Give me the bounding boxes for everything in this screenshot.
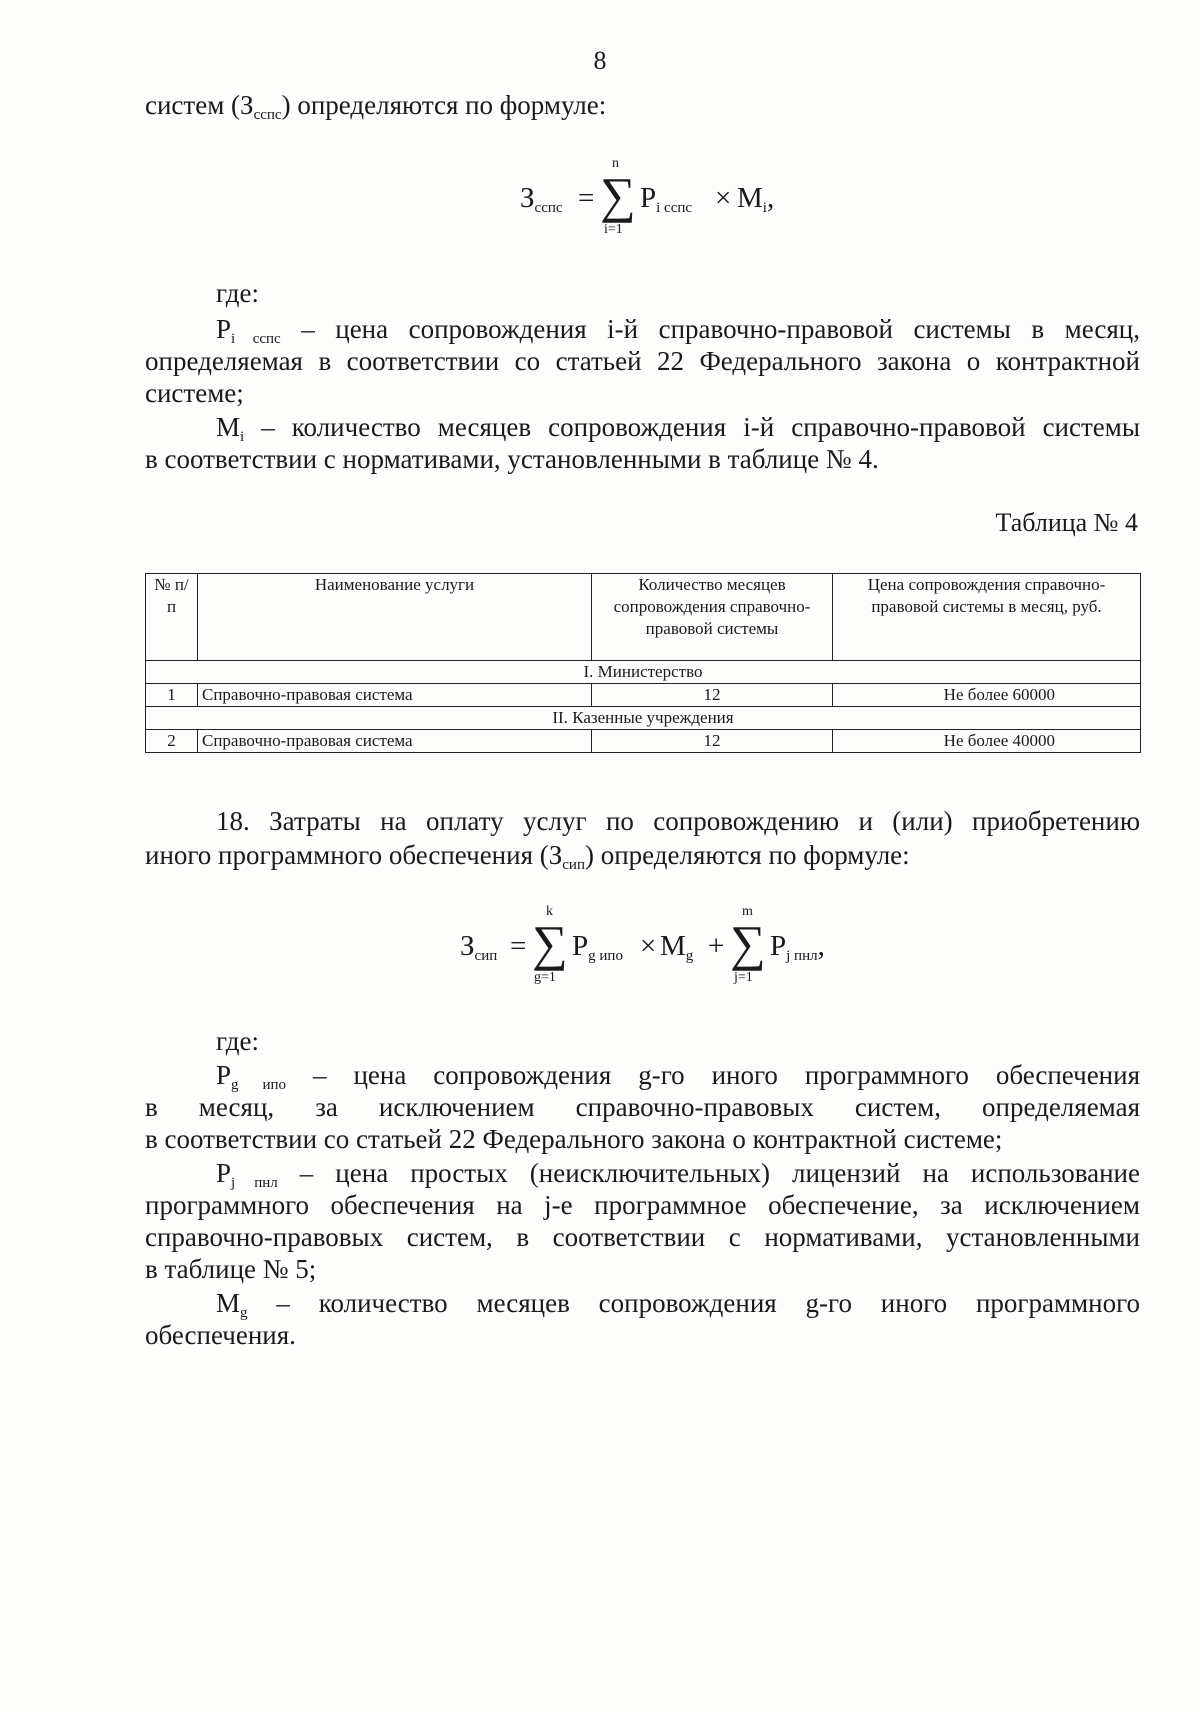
def4-line2: программного обеспечения на j-е программное обеспечение, за исключением: [145, 1190, 1140, 1220]
table-4: [145, 573, 1141, 753]
def1-line1: $P_{i сспс}$ – цена сопровождения i-й справочно-правовой системы в месяц,: [216, 314, 1140, 347]
formula2-p1: $P_{g ипо}$: [572, 930, 623, 964]
header-name: Наименование услуги: [198, 574, 592, 661]
table-row: [146, 684, 1141, 707]
def3-line1: $P_{g ипо}$ – цена сопровождения g-го иного программного обеспечения: [216, 1060, 1140, 1093]
row1-num: 1: [146, 684, 198, 707]
def5-line2: обеспечения.: [145, 1320, 296, 1350]
where-label-1: где:: [216, 278, 259, 308]
formula1-sigma: ∑: [600, 167, 636, 223]
header-price: Цена сопровождения справочно-правовой системы в месяц, руб.: [833, 574, 1141, 661]
row1-price: Не более 60000: [833, 684, 1141, 707]
table-caption: Таблица № 4: [995, 508, 1138, 537]
intro-sub: сспс: [253, 107, 282, 123]
def2-line1: $M_i$ – количество месяцев сопровождения i-й справочно-правовой системы: [216, 412, 1140, 445]
row2-name: Справочно-правовая система: [198, 730, 592, 753]
def2-line2: в соответствии с нормативами, установленными в таблице № 4.: [145, 444, 879, 474]
header-num: № п/п: [146, 574, 198, 661]
def4-line4: в таблице № 5;: [145, 1254, 317, 1284]
def5-line1: $M_g$ – количество месяцев сопровождения g-го иного программного: [216, 1288, 1140, 1321]
formula1-lhs: $З_{сспс}$: [520, 182, 563, 216]
def3-line3: в соответствии со статьей 22 Федерального закона о контрактной системе;: [145, 1124, 1003, 1154]
formula1-times: ×: [715, 182, 732, 214]
row1-months: 12: [592, 684, 833, 707]
where-label-2: где:: [216, 1026, 259, 1056]
intro-prefix: систем (З: [145, 90, 254, 120]
section-institutions: II. Казенные учреждения: [146, 707, 1141, 730]
row2-price: Не более 40000: [833, 730, 1141, 753]
formula2-sum1-top: k: [546, 904, 553, 919]
row2-num: 2: [146, 730, 198, 753]
row2-months: 12: [592, 730, 833, 753]
def4-line3: справочно-правовых систем, в соответствии с нормативами, установленными: [145, 1222, 1140, 1252]
formula1-p: $P_{i сспс}$: [640, 182, 693, 216]
formula-2: [460, 898, 880, 998]
para18-line1: 18. Затраты на оплату услуг по сопровождению и (или) приобретению: [216, 806, 1140, 836]
intro-suffix: ) определяются по формуле:: [281, 90, 607, 120]
formula1-sum-top: n: [612, 156, 619, 171]
formula2-sum2-top: m: [742, 904, 753, 919]
table-section-row: [146, 661, 1141, 684]
formula2-eq: =: [510, 930, 527, 962]
formula-1: [520, 150, 820, 250]
row1-name: Справочно-правовая система: [198, 684, 592, 707]
table-section-row: [146, 707, 1141, 730]
formula2-sum1-bottom: g=1: [534, 970, 556, 985]
formula2-m: $M_g$: [660, 930, 694, 964]
para18-line2: иного программного обеспечения $(З_{сип})$ определяются по формуле:: [145, 840, 910, 873]
def3-line2: в месяц, за исключением справочно-правовых систем, определяемая: [145, 1092, 1140, 1122]
formula2-sigma-1: ∑: [532, 915, 568, 971]
formula1-m: $M_i$,: [737, 182, 775, 216]
formula2-plus: +: [708, 930, 725, 962]
formula2-times: ×: [640, 930, 657, 962]
intro-line: [145, 88, 606, 122]
formula2-sum2-bottom: j=1: [734, 970, 753, 985]
section-ministry: I. Министерство: [146, 661, 1141, 684]
def1-line2: определяемая в соответствии со статьей 22 Федерального закона о контрактной: [145, 346, 1140, 376]
header-months: Количество месяцев сопровождения справочно-правовой системы: [592, 574, 833, 661]
table-row: [146, 730, 1141, 753]
formula1-sum-bottom: i=1: [604, 222, 623, 237]
table-header-row: [146, 574, 1141, 661]
formula2-lhs: $З_{сип}$: [460, 930, 498, 964]
formula2-p2: $P_{j пнл}$,: [770, 930, 825, 964]
def1-line3: системе;: [145, 378, 244, 408]
formula1-eq: =: [578, 182, 595, 214]
formula2-sigma-2: ∑: [730, 915, 766, 971]
page-number: 8: [593, 46, 607, 75]
def4-line1: $P_{j пнл}$ – цена простых (неисключительных) лицензий на использование: [216, 1158, 1140, 1191]
